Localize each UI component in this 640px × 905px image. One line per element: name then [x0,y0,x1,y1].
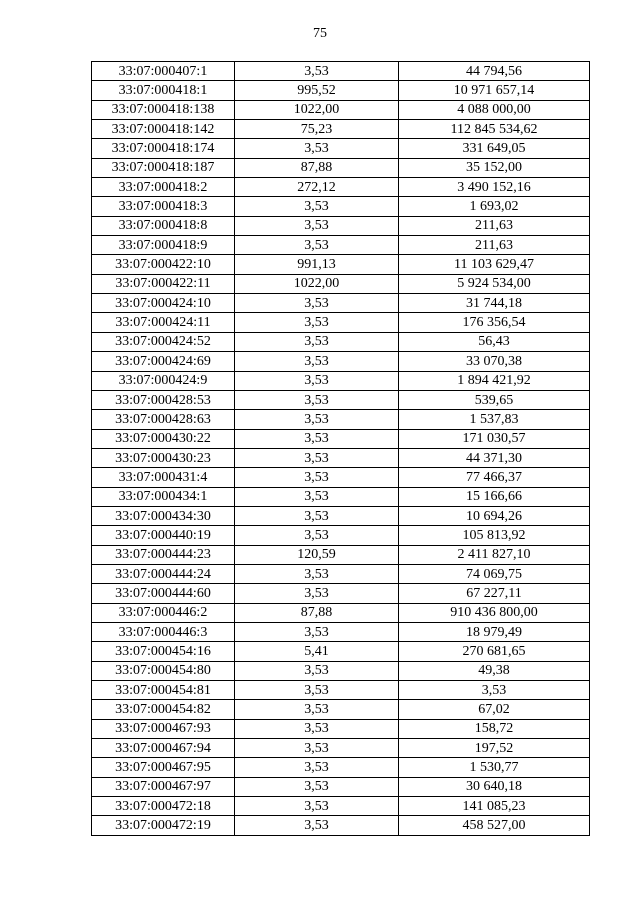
table-row [92,661,590,680]
cadastral-number-cell: 33:07:000430:22 [92,429,235,448]
value-cell: 11 103 629,47 [399,255,590,274]
value-cell: 31 744,18 [399,294,590,313]
rate-cell: 3,53 [235,739,399,758]
rate-cell: 995,52 [235,81,399,100]
rate-cell: 3,53 [235,758,399,777]
table-row [92,236,590,255]
cadastral-number-cell: 33:07:000418:8 [92,216,235,235]
value-cell: 10 971 657,14 [399,81,590,100]
cadastral-number-cell: 33:07:000454:82 [92,700,235,719]
table-row [92,816,590,835]
cadastral-number-cell: 33:07:000418:187 [92,158,235,177]
cadastral-number-cell: 33:07:000434:30 [92,506,235,525]
value-cell: 56,43 [399,332,590,351]
cadastral-number-cell: 33:07:000444:23 [92,545,235,564]
rate-cell: 3,53 [235,139,399,158]
table-row [92,758,590,777]
cadastral-number-cell: 33:07:000440:19 [92,526,235,545]
cadastral-number-cell: 33:07:000407:1 [92,62,235,81]
cadastral-number-cell: 33:07:000472:18 [92,797,235,816]
value-cell: 15 166,66 [399,487,590,506]
rate-cell: 3,53 [235,390,399,409]
table-row [92,603,590,622]
rate-cell: 3,53 [235,371,399,390]
value-cell: 1 894 421,92 [399,371,590,390]
rate-cell: 3,53 [235,197,399,216]
cadastral-number-cell: 33:07:000434:1 [92,487,235,506]
value-cell: 49,38 [399,661,590,680]
rate-cell: 3,53 [235,797,399,816]
value-cell: 67 227,11 [399,584,590,603]
rate-cell: 87,88 [235,603,399,622]
value-cell: 458 527,00 [399,816,590,835]
value-cell: 270 681,65 [399,642,590,661]
value-cell: 176 356,54 [399,313,590,332]
rate-cell: 3,53 [235,313,399,332]
cadastral-number-cell: 33:07:000424:69 [92,352,235,371]
table-row [92,390,590,409]
rate-cell: 3,53 [235,681,399,700]
table-row [92,274,590,293]
rate-cell: 3,53 [235,332,399,351]
table-row [92,642,590,661]
value-cell: 30 640,18 [399,777,590,796]
table-row [92,178,590,197]
value-cell: 44 794,56 [399,62,590,81]
rate-cell: 3,53 [235,719,399,738]
cadastral-number-cell: 33:07:000424:9 [92,371,235,390]
rate-cell: 3,53 [235,62,399,81]
rate-cell: 272,12 [235,178,399,197]
rate-cell: 75,23 [235,120,399,139]
cadastral-number-cell: 33:07:000418:2 [92,178,235,197]
rate-cell: 3,53 [235,352,399,371]
table-row [92,526,590,545]
value-cell: 197,52 [399,739,590,758]
rate-cell: 3,53 [235,236,399,255]
cadastral-number-cell: 33:07:000467:94 [92,739,235,758]
value-cell: 2 411 827,10 [399,545,590,564]
value-cell: 141 085,23 [399,797,590,816]
value-cell: 158,72 [399,719,590,738]
value-cell: 18 979,49 [399,622,590,641]
value-cell: 1 693,02 [399,197,590,216]
value-cell: 74 069,75 [399,564,590,583]
table-row [92,410,590,429]
value-cell: 331 649,05 [399,139,590,158]
table-row [92,100,590,119]
rate-cell: 87,88 [235,158,399,177]
value-cell: 910 436 800,00 [399,603,590,622]
page-number: 75 [313,26,327,41]
value-cell: 44 371,30 [399,448,590,467]
table-row [92,487,590,506]
value-cell: 1 530,77 [399,758,590,777]
rate-cell: 3,53 [235,661,399,680]
cadastral-number-cell: 33:07:000428:63 [92,410,235,429]
cadastral-number-cell: 33:07:000467:93 [92,719,235,738]
rate-cell: 3,53 [235,526,399,545]
table-row [92,216,590,235]
rate-cell: 1022,00 [235,100,399,119]
cadastral-number-cell: 33:07:000418:9 [92,236,235,255]
value-cell: 67,02 [399,700,590,719]
table-row [92,700,590,719]
rate-cell: 3,53 [235,622,399,641]
cadastral-number-cell: 33:07:000418:174 [92,139,235,158]
value-cell: 4 088 000,00 [399,100,590,119]
value-cell: 105 813,92 [399,526,590,545]
cadastral-number-cell: 33:07:000424:11 [92,313,235,332]
cadastral-number-cell: 33:07:000424:10 [92,294,235,313]
cadastral-number-cell: 33:07:000454:80 [92,661,235,680]
cadastral-number-cell: 33:07:000431:4 [92,468,235,487]
cadastral-number-cell: 33:07:000446:2 [92,603,235,622]
cadastral-number-cell: 33:07:000428:53 [92,390,235,409]
cadastral-table [91,61,590,836]
rate-cell: 3,53 [235,216,399,235]
rate-cell: 3,53 [235,506,399,525]
cadastral-number-cell: 33:07:000444:60 [92,584,235,603]
table-row [92,739,590,758]
cadastral-number-cell: 33:07:000472:19 [92,816,235,835]
rate-cell: 3,53 [235,429,399,448]
rate-cell: 3,53 [235,777,399,796]
value-cell: 211,63 [399,216,590,235]
value-cell: 5 924 534,00 [399,274,590,293]
value-cell: 211,63 [399,236,590,255]
cadastral-number-cell: 33:07:000467:97 [92,777,235,796]
table-row [92,255,590,274]
rate-cell: 120,59 [235,545,399,564]
rate-cell: 1022,00 [235,274,399,293]
value-cell: 3,53 [399,681,590,700]
cadastral-number-cell: 33:07:000418:142 [92,120,235,139]
table-row [92,62,590,81]
cadastral-number-cell: 33:07:000422:10 [92,255,235,274]
cadastral-number-cell: 33:07:000444:24 [92,564,235,583]
rate-cell: 3,53 [235,294,399,313]
table-row [92,777,590,796]
value-cell: 35 152,00 [399,158,590,177]
table-row [92,139,590,158]
value-cell: 1 537,83 [399,410,590,429]
table-row [92,622,590,641]
rate-cell: 991,13 [235,255,399,274]
cadastral-number-cell: 33:07:000467:95 [92,758,235,777]
rate-cell: 5,41 [235,642,399,661]
cadastral-number-cell: 33:07:000422:11 [92,274,235,293]
table-row [92,564,590,583]
cadastral-number-cell: 33:07:000418:3 [92,197,235,216]
table-row [92,681,590,700]
table-row [92,371,590,390]
table-row [92,429,590,448]
cadastral-number-cell: 33:07:000418:138 [92,100,235,119]
table-body [92,62,590,836]
table-row [92,545,590,564]
table-row [92,294,590,313]
cadastral-number-cell: 33:07:000446:3 [92,622,235,641]
value-cell: 77 466,37 [399,468,590,487]
table-row [92,158,590,177]
rate-cell: 3,53 [235,584,399,603]
rate-cell: 3,53 [235,468,399,487]
value-cell: 539,65 [399,390,590,409]
value-cell: 171 030,57 [399,429,590,448]
cadastral-number-cell: 33:07:000454:81 [92,681,235,700]
table-row [92,352,590,371]
rate-cell: 3,53 [235,410,399,429]
table-row [92,197,590,216]
table-row [92,81,590,100]
cadastral-number-cell: 33:07:000454:16 [92,642,235,661]
rate-cell: 3,53 [235,487,399,506]
table-row [92,120,590,139]
table-row [92,448,590,467]
table-row [92,506,590,525]
cadastral-number-cell: 33:07:000424:52 [92,332,235,351]
cadastral-number-cell: 33:07:000418:1 [92,81,235,100]
table-row [92,797,590,816]
cadastral-number-cell: 33:07:000430:23 [92,448,235,467]
value-cell: 10 694,26 [399,506,590,525]
table-row [92,719,590,738]
value-cell: 112 845 534,62 [399,120,590,139]
table-row [92,584,590,603]
value-cell: 3 490 152,16 [399,178,590,197]
rate-cell: 3,53 [235,700,399,719]
table-row [92,468,590,487]
rate-cell: 3,53 [235,564,399,583]
rate-cell: 3,53 [235,816,399,835]
table-row [92,332,590,351]
value-cell: 33 070,38 [399,352,590,371]
rate-cell: 3,53 [235,448,399,467]
table-row [92,313,590,332]
